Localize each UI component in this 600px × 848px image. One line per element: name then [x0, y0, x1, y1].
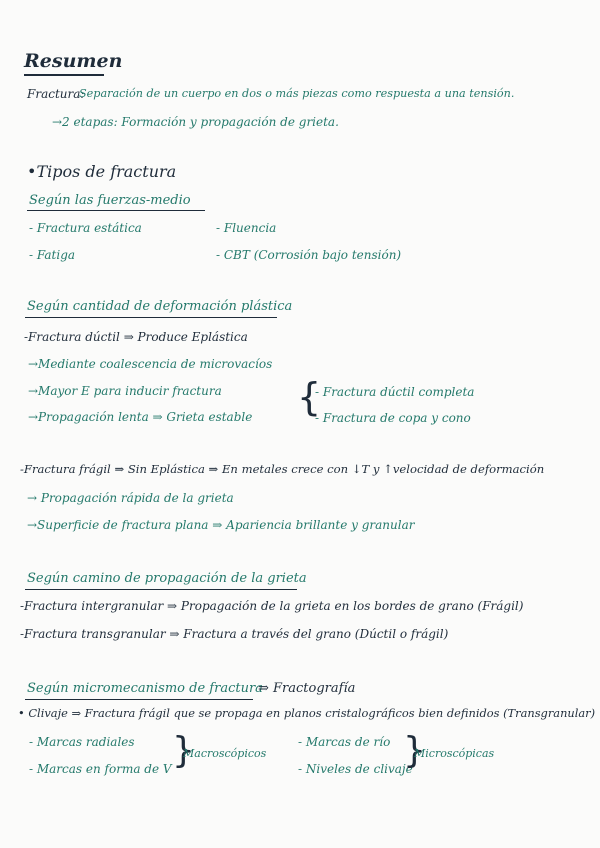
stages-line: →2 etapas: Formación y propagación de grieta.: [52, 115, 339, 129]
micro-item: - Niveles de clivaje: [298, 762, 413, 776]
micro-label: Microscópicas: [414, 747, 495, 760]
list-item: - Fractura estática: [29, 221, 142, 235]
definition-text: Separación de un cuerpo en dos o más piezas como respuesta a una tensión.: [79, 87, 515, 100]
types-heading: •Tipos de fractura: [27, 162, 177, 181]
section-propagation-underline: [25, 589, 297, 590]
propagation-line: -Fractura intergranular ⇒ Propagación de la grieta en los bordes de grano (Frágil): [20, 599, 524, 613]
page-title: Resumen: [24, 50, 123, 72]
fragile-line: →Superficie de fractura plana ⇒ Apariencia brillante y granular: [27, 518, 415, 532]
ductile-type-item: - Fractura dúctil completa: [315, 385, 475, 399]
section-forces-underline: [27, 210, 205, 211]
ductile-type-item: - Fractura de copa y cono: [315, 411, 471, 425]
section-micromechanism-heading: Según micromecanismo de fractura: [27, 681, 263, 696]
section-deformation-underline: [25, 317, 277, 318]
macro-label: Macroscópicos: [183, 747, 267, 760]
fractography-label: ⇒ Fractografía: [258, 681, 356, 696]
brace-icon: {: [297, 375, 322, 419]
propagation-line: -Fractura transgranular ⇒ Fractura a través del grano (Dúctil o frágil): [20, 627, 449, 641]
fragile-line: → Propagación rápida de la grieta: [27, 491, 234, 505]
clivaje-line: • Clivaje ⇒ Fractura frágil que se propaga en planos cristalográficos bien definidos (Transgranular): [18, 706, 596, 720]
list-item: - Fluencia: [216, 221, 277, 235]
ductile-line: -Fractura dúctil ⇒ Produce Eplástica: [24, 330, 248, 344]
title-underline: [24, 74, 104, 76]
fragile-line: -Fractura frágil ⇒ Sin Eplástica ⇒ En metales crece con ↓T y ↑velocidad de deformación: [20, 462, 545, 476]
micro-item: - Marcas de río: [298, 735, 391, 749]
macro-item: - Marcas en forma de V: [29, 762, 172, 776]
section-forces-heading: Según las fuerzas-medio: [29, 193, 191, 208]
section-micromechanism-underline: [25, 699, 253, 700]
definition-term: Fractura:: [27, 87, 85, 101]
brace-icon: }: [403, 730, 426, 771]
list-item: - CBT (Corrosión bajo tensión): [216, 248, 402, 262]
list-item: - Fatiga: [29, 248, 76, 262]
macro-item: - Marcas radiales: [29, 735, 135, 749]
ductile-line: →Mediante coalescencia de microvacíos: [28, 357, 273, 371]
brace-icon: }: [172, 730, 195, 771]
section-propagation-heading: Según camino de propagación de la grieta: [27, 571, 307, 586]
ductile-line: →Mayor E para inducir fractura: [28, 384, 222, 398]
section-deformation-heading: Según cantidad de deformación plástica: [27, 299, 293, 314]
ductile-line: →Propagación lenta ⇒ Grieta estable: [28, 410, 253, 424]
